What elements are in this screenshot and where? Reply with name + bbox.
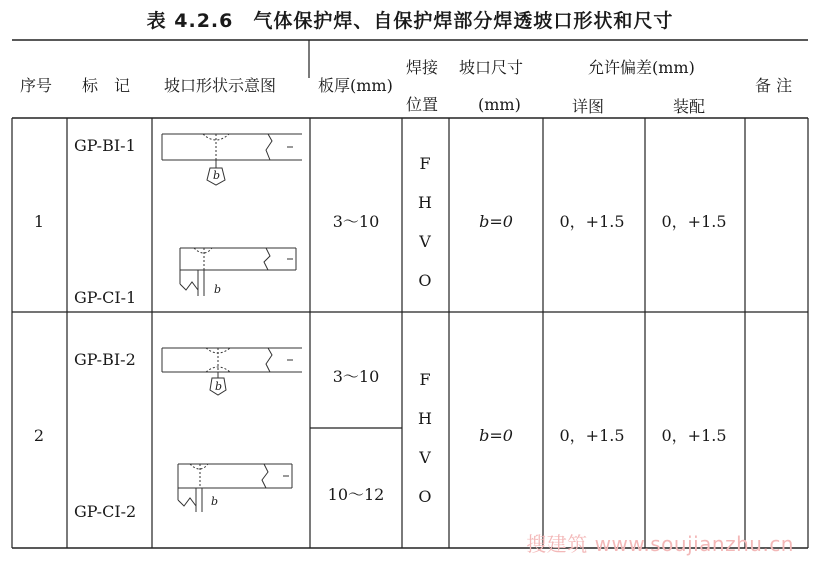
row-1-seq: 1 bbox=[33, 212, 45, 231]
header-diagram: 坡口形状示意图 bbox=[164, 76, 277, 95]
watermark: 搜建筑 www.soujianzhu.cn bbox=[526, 532, 794, 556]
row-2-thickness-b: 10～12 bbox=[327, 485, 385, 504]
header-groove-bottom: (mm) bbox=[478, 95, 521, 114]
header-thickness: 板厚(mm) bbox=[318, 76, 393, 95]
gap-label-1b: b bbox=[214, 283, 222, 296]
header-tolerance: 允许偏差(mm) bbox=[588, 58, 695, 77]
row-2-assembly: 0，+1.5 bbox=[661, 426, 727, 445]
row-1-assembly: 0，+1.5 bbox=[661, 212, 727, 231]
header-detail: 详图 bbox=[572, 97, 605, 116]
header-position-top: 焊接 bbox=[406, 58, 439, 77]
row-1-groove: b=0 bbox=[479, 212, 513, 231]
gap-label-2b: b bbox=[211, 495, 219, 508]
row-2-mark-a: GP-BI-2 bbox=[74, 350, 136, 369]
header-assembly: 装配 bbox=[673, 97, 706, 116]
row-2-positions: F H V O bbox=[418, 370, 432, 506]
row-1-detail: 0，+1.5 bbox=[559, 212, 625, 231]
diagram-gp-bi-1 bbox=[162, 134, 302, 185]
row-1-mark-a: GP-BI-1 bbox=[74, 136, 136, 155]
row-2-thickness-a: 3～10 bbox=[332, 367, 380, 386]
diagram-gp-ci-1 bbox=[180, 248, 296, 296]
diagram-gp-ci-2 bbox=[178, 464, 292, 512]
row-1-thickness: 3～10 bbox=[332, 212, 380, 231]
table-title: 表 4.2.6 气体保护焊、自保护焊部分焊透坡口形状和尺寸 bbox=[146, 10, 674, 32]
gap-label-2a: b bbox=[215, 380, 223, 393]
header-seq: 序号 bbox=[20, 76, 53, 95]
header-remark: 备 注 bbox=[755, 76, 793, 95]
header-position-bottom: 位置 bbox=[406, 95, 439, 114]
row-1-mark-b: GP-CI-1 bbox=[74, 288, 137, 307]
row-1-positions: F H V O bbox=[418, 154, 432, 290]
header-groove-top: 坡口尺寸 bbox=[459, 58, 524, 77]
row-2-mark-b: GP-CI-2 bbox=[74, 502, 137, 521]
row-2-detail: 0，+1.5 bbox=[559, 426, 625, 445]
gap-label-1a: b bbox=[213, 169, 221, 182]
row-2-seq: 2 bbox=[33, 426, 45, 445]
header-mark: 标 记 bbox=[82, 76, 131, 95]
row-2-groove: b=0 bbox=[479, 426, 513, 445]
diagram-gp-bi-2 bbox=[162, 348, 302, 395]
